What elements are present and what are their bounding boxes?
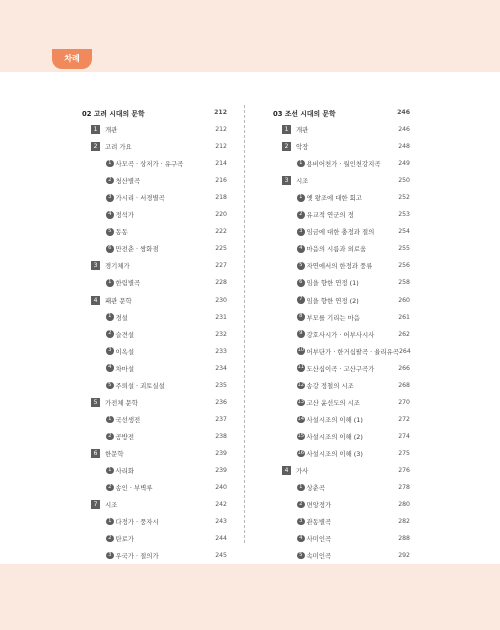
item-number-circle: 5 — [297, 552, 305, 560]
work-entry[interactable] — [273, 530, 410, 547]
entry-label: 경설 — [115, 313, 128, 322]
item-number-circle: 2 — [297, 501, 305, 509]
entry-title — [273, 500, 331, 509]
item-number-circle: 2 — [106, 535, 114, 543]
entry-label: 가사 — [296, 467, 309, 475]
entry-label: 고산 윤선도의 시조 — [306, 398, 360, 407]
page-number: 212 — [215, 126, 227, 134]
item-number-circle: 5 — [297, 262, 305, 270]
entry-title — [273, 483, 325, 492]
page-number: 256 — [398, 262, 410, 270]
item-number-circle: 13 — [297, 398, 305, 405]
work-entry[interactable] — [273, 547, 410, 564]
entry-label: 슬견설 — [115, 330, 135, 339]
item-number-circle: 7 — [297, 296, 305, 304]
entry-title — [82, 108, 145, 118]
work-entry[interactable] — [82, 274, 227, 291]
work-entry[interactable] — [82, 240, 227, 257]
column-divider — [244, 105, 245, 543]
page-number: 225 — [215, 245, 227, 253]
entry-title — [82, 534, 134, 543]
entry-label: 한문학 — [105, 449, 124, 458]
entry-label: 가시리 · 서경별곡 — [115, 194, 165, 203]
entry-label: 경기체가 — [105, 262, 130, 271]
entry-title — [82, 244, 159, 253]
item-number-circle: 3 — [106, 347, 114, 355]
entry-label: 이옥설 — [115, 347, 135, 356]
work-entry[interactable] — [82, 343, 227, 360]
entry-title — [273, 278, 359, 287]
work-entry[interactable] — [82, 309, 227, 326]
entry-label: 임을 향한 연정 (2) — [306, 296, 359, 305]
entry-title — [82, 347, 134, 356]
page-number: 261 — [398, 313, 410, 321]
entry-label: 부모를 기리는 마음 — [306, 313, 360, 322]
entry-title — [273, 244, 366, 253]
page-number: 250 — [398, 177, 410, 185]
item-number-circle: 12 — [297, 381, 305, 388]
entry-label: 02 고려 시대의 문학 — [82, 109, 145, 118]
work-entry[interactable] — [273, 240, 410, 257]
item-number-circle: 1 — [106, 518, 114, 526]
item-number-circle: 3 — [106, 552, 114, 560]
page-number: 280 — [398, 501, 410, 509]
page-number: 216 — [215, 177, 227, 185]
entry-label: 주뢰설 · 괴토실설 — [115, 381, 165, 390]
entry-title — [82, 381, 165, 390]
item-number-circle: 3 — [297, 228, 305, 236]
page-number: 268 — [398, 381, 410, 389]
entry-label: 면앙정가 — [306, 501, 332, 510]
entry-label: 옛 왕조에 대한 회고 — [306, 194, 362, 203]
entry-label: 도산십이곡 · 고산구곡가 — [306, 364, 375, 373]
page-number: 232 — [215, 330, 227, 338]
top-band — [0, 0, 500, 72]
work-entry[interactable] — [82, 411, 227, 428]
entry-label: 고려 가요 — [105, 143, 132, 152]
entry-label: 사미인곡 — [306, 535, 332, 544]
page-number: 228 — [215, 279, 227, 287]
section-entry[interactable] — [82, 496, 227, 513]
work-entry[interactable] — [82, 155, 227, 172]
item-number-circle: 2 — [297, 211, 305, 219]
item-number-circle: 1 — [106, 160, 114, 168]
entry-title — [82, 176, 140, 185]
entry-title — [273, 210, 354, 219]
item-number-circle: 4 — [297, 245, 305, 253]
work-entry[interactable] — [82, 530, 227, 547]
work-entry[interactable] — [82, 513, 227, 530]
item-number-circle: 5 — [106, 382, 114, 390]
page-number: 272 — [398, 415, 410, 423]
page-number: 258 — [398, 279, 410, 287]
entry-title — [273, 517, 331, 526]
page-number: 278 — [398, 484, 410, 492]
entry-label: 동동 — [115, 228, 128, 237]
page-number: 245 — [215, 552, 227, 560]
entry-label: 임금에 대한 충정과 절의 — [306, 228, 375, 237]
entry-title — [82, 517, 159, 526]
item-number-circle: 3 — [106, 194, 114, 202]
page-number: 212 — [214, 109, 227, 117]
item-number-circle: 2 — [106, 330, 114, 338]
page-number: 222 — [215, 228, 227, 236]
item-number-circle: 1 — [297, 160, 305, 168]
page-number: 239 — [215, 467, 227, 474]
page-number: 242 — [215, 501, 227, 509]
entry-title — [273, 142, 308, 151]
page-number: 238 — [215, 432, 227, 440]
entry-title — [273, 415, 363, 424]
work-entry[interactable] — [273, 309, 410, 326]
work-entry[interactable] — [273, 479, 410, 496]
entry-title — [273, 296, 359, 305]
item-number-circle: 1 — [106, 313, 114, 321]
work-entry[interactable] — [273, 445, 410, 462]
entry-title — [273, 330, 374, 339]
page-number: 230 — [215, 296, 227, 304]
item-number-circle: 2 — [106, 433, 114, 441]
work-entry[interactable] — [82, 206, 227, 223]
section-entry[interactable] — [273, 172, 410, 189]
entry-label: 패관 문학 — [105, 296, 132, 305]
entry-title — [82, 330, 134, 339]
entry-label: 용비어천가 · 월인천강지곡 — [306, 160, 381, 169]
entry-label: 관동별곡 — [306, 518, 332, 527]
entry-title — [82, 415, 140, 424]
section-number-box: 5 — [91, 398, 100, 407]
section-entry[interactable] — [82, 257, 227, 274]
entry-title — [82, 193, 165, 202]
toc-column-right — [273, 104, 410, 564]
page-number: 212 — [215, 143, 227, 151]
page-number: 266 — [398, 364, 410, 372]
work-entry[interactable] — [82, 428, 227, 445]
page-number: 264 — [398, 347, 411, 355]
entry-label: 강호사시가 · 어부사시사 — [306, 330, 375, 339]
entry-label: 만전춘 · 쌍화점 — [115, 245, 159, 254]
entry-title — [82, 432, 134, 441]
entry-title — [82, 227, 128, 236]
chapter-heading[interactable] — [273, 104, 410, 121]
item-number-circle: 6 — [297, 279, 305, 287]
page-number: 236 — [215, 398, 227, 406]
item-number-circle: 1 — [106, 467, 114, 475]
chapter-heading[interactable] — [82, 104, 227, 121]
entry-label: 송강 정철의 시조 — [306, 381, 354, 390]
work-entry[interactable] — [273, 257, 410, 274]
section-number-box: 2 — [282, 142, 291, 151]
entry-label: 시조 — [105, 501, 118, 510]
page-number: 235 — [215, 381, 227, 389]
page-number: 288 — [398, 535, 410, 543]
work-entry[interactable] — [273, 343, 410, 360]
entry-title — [273, 261, 372, 270]
work-entry[interactable] — [273, 513, 410, 530]
page-number: 270 — [398, 398, 410, 406]
work-entry[interactable] — [273, 360, 410, 377]
page-number: 292 — [398, 552, 410, 560]
entry-title — [82, 551, 159, 560]
toc-column-left — [82, 104, 227, 564]
section-number-box: 7 — [91, 500, 100, 509]
page-number: 249 — [398, 160, 410, 168]
entry-title — [82, 313, 128, 322]
entry-title — [82, 364, 134, 373]
entry-title — [273, 125, 308, 134]
item-number-circle: 16 — [297, 449, 305, 456]
item-number-circle: 4 — [297, 535, 305, 543]
entry-title — [273, 159, 381, 168]
entry-title — [273, 381, 354, 390]
work-entry[interactable] — [82, 326, 227, 343]
work-entry[interactable] — [82, 547, 227, 564]
entry-title — [273, 398, 360, 407]
entry-label: 시조 — [296, 177, 309, 186]
work-entry[interactable] — [273, 377, 410, 394]
entry-title — [82, 125, 117, 134]
page-number: 234 — [215, 364, 227, 372]
entry-title — [82, 142, 132, 151]
page-number: 244 — [215, 535, 227, 543]
section-entry[interactable] — [82, 292, 227, 309]
entry-title — [82, 159, 183, 168]
section-number-box: 3 — [91, 261, 100, 270]
work-entry[interactable] — [82, 360, 227, 377]
entry-label: 공방전 — [115, 432, 135, 441]
work-entry[interactable] — [273, 223, 410, 240]
toc-content — [0, 72, 500, 564]
page-number: 262 — [398, 330, 410, 338]
item-number-circle: 8 — [297, 313, 305, 321]
item-number-circle: 1 — [297, 194, 305, 202]
item-number-circle: 14 — [297, 415, 305, 422]
work-entry[interactable] — [273, 274, 410, 291]
page-number: 220 — [215, 211, 227, 219]
page-number: 282 — [398, 518, 410, 526]
section-entry[interactable] — [82, 121, 227, 138]
entry-label: 상춘곡 — [306, 484, 326, 493]
page-number: 240 — [215, 484, 227, 492]
page-number: 260 — [398, 296, 410, 304]
work-entry[interactable] — [82, 189, 227, 206]
work-entry[interactable] — [273, 206, 410, 223]
entry-label: 사설시조의 이해 (1) — [306, 415, 363, 424]
work-entry[interactable] — [82, 377, 227, 394]
entry-title — [273, 193, 362, 202]
section-number-box: 1 — [91, 125, 100, 134]
entry-title — [273, 466, 308, 475]
entry-label: 한림별곡 — [115, 279, 141, 288]
entry-label: 우국가 · 절의가 — [115, 552, 159, 561]
entry-title — [273, 534, 331, 543]
work-entry[interactable] — [82, 223, 227, 240]
work-entry[interactable] — [273, 496, 410, 513]
toc-badge: 차례 — [52, 49, 92, 69]
page-number: 255 — [398, 245, 410, 253]
item-number-circle: 4 — [106, 364, 114, 372]
section-entry[interactable] — [273, 121, 410, 138]
section-entry[interactable] — [82, 445, 227, 462]
entry-label: 03 조선 시대의 문학 — [273, 109, 336, 118]
entry-label: 사모곡 · 상저가 · 유구곡 — [115, 160, 184, 169]
entry-title — [273, 347, 399, 356]
entry-title — [82, 500, 117, 509]
page-number: 274 — [398, 432, 410, 440]
entry-title — [82, 261, 130, 270]
item-number-circle: 1 — [106, 416, 114, 424]
entry-label: 개관 — [105, 126, 118, 135]
work-entry[interactable] — [273, 428, 410, 445]
section-number-box: 2 — [91, 142, 100, 151]
page-number: 254 — [398, 228, 410, 236]
entry-title — [82, 398, 138, 407]
item-number-circle: 9 — [297, 330, 305, 338]
entry-label: 유교적 연군의 정 — [306, 211, 354, 220]
entry-title — [273, 432, 363, 441]
entry-title — [273, 313, 360, 322]
section-number-box: 4 — [282, 466, 291, 475]
entry-label: 사리화 — [115, 467, 135, 475]
work-entry[interactable] — [273, 155, 410, 172]
item-number-circle: 4 — [106, 211, 114, 219]
entry-label: 마음의 시름과 외로움 — [306, 245, 367, 254]
page-number: 248 — [398, 143, 410, 151]
page-number: 246 — [398, 126, 410, 134]
page-number: 275 — [398, 449, 410, 457]
section-number-box: 6 — [91, 449, 100, 458]
entry-label: 어부단가 · 한거십팔곡 · 율리유곡 — [306, 347, 399, 356]
entry-title — [273, 449, 363, 458]
entry-label: 사설시조의 이해 (3) — [306, 449, 363, 458]
entry-title — [82, 296, 132, 305]
page-number: 252 — [398, 194, 410, 202]
page-number: 243 — [215, 518, 227, 526]
entry-label: 청산별곡 — [115, 177, 141, 186]
work-entry[interactable] — [82, 479, 227, 496]
entry-title — [273, 227, 374, 236]
entry-title — [82, 466, 134, 475]
entry-label: 국선생전 — [115, 415, 141, 424]
work-entry[interactable] — [273, 394, 410, 411]
entry-title — [82, 483, 152, 492]
entry-label: 속미인곡 — [306, 552, 332, 561]
page-number: 239 — [215, 449, 227, 457]
work-entry[interactable] — [273, 292, 410, 309]
work-entry[interactable] — [273, 189, 410, 206]
entry-title — [82, 210, 134, 219]
section-entry[interactable] — [82, 394, 227, 411]
item-number-circle: 3 — [297, 518, 305, 526]
entry-label: 사설시조의 이해 (2) — [306, 432, 363, 441]
item-number-circle: 2 — [106, 484, 114, 492]
item-number-circle: 5 — [106, 228, 114, 236]
entry-label: 가전체 문학 — [105, 398, 138, 407]
item-number-circle: 10 — [297, 347, 305, 354]
page-number: 246 — [397, 109, 410, 117]
item-number-circle: 15 — [297, 432, 305, 439]
entry-label: 차마설 — [115, 364, 135, 373]
item-number-circle: 11 — [297, 364, 305, 371]
section-number-box: 1 — [282, 125, 291, 134]
section-entry[interactable] — [82, 138, 227, 155]
page-number: 233 — [215, 347, 227, 355]
entry-label: 임을 향한 연정 (1) — [306, 279, 359, 288]
page-number: 218 — [215, 194, 227, 202]
entry-title — [273, 108, 336, 118]
page-number: 276 — [398, 467, 410, 474]
entry-title — [82, 278, 140, 287]
entry-label: 자연에서의 한정과 풍류 — [306, 262, 373, 271]
entry-label: 탄로가 — [115, 535, 135, 544]
page-number: 214 — [215, 160, 227, 168]
entry-label: 정석가 — [115, 211, 135, 220]
page-number: 227 — [215, 262, 227, 270]
entry-title — [273, 551, 331, 560]
entry-label: 송인 · 부벽루 — [115, 484, 153, 493]
section-number-box: 4 — [91, 296, 100, 305]
item-number-circle: 1 — [106, 279, 114, 287]
entry-label: 다정가 · 풍자시 — [115, 518, 159, 527]
item-number-circle: 6 — [106, 245, 114, 253]
work-entry[interactable] — [82, 462, 227, 479]
entry-title — [273, 364, 374, 373]
work-entry[interactable] — [82, 172, 227, 189]
entry-title — [82, 449, 124, 458]
item-number-circle: 1 — [297, 484, 305, 492]
bottom-band — [0, 564, 500, 630]
page-number: 253 — [398, 211, 410, 219]
section-number-box: 3 — [282, 176, 291, 185]
entry-label: 개관 — [296, 126, 309, 135]
item-number-circle: 2 — [106, 177, 114, 185]
work-entry[interactable] — [273, 326, 410, 343]
page-number: 237 — [215, 415, 227, 423]
section-entry[interactable] — [273, 138, 410, 155]
page-number: 231 — [215, 313, 227, 321]
entry-label: 악장 — [296, 143, 309, 152]
entry-title — [273, 176, 308, 185]
work-entry[interactable] — [273, 411, 410, 428]
section-entry[interactable] — [273, 462, 410, 479]
